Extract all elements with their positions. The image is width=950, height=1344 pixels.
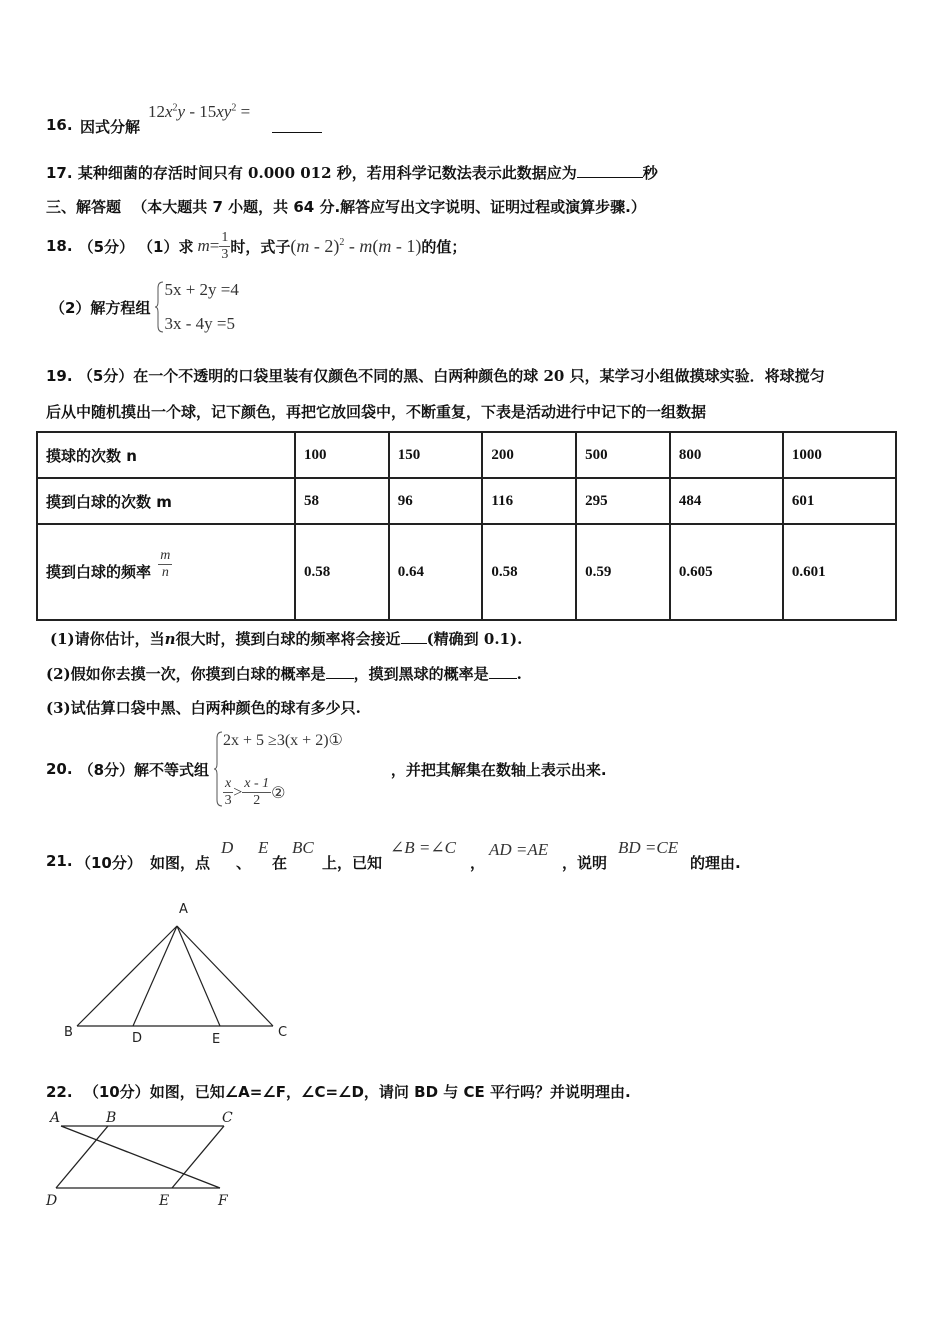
- question-label: 因式分解: [80, 118, 141, 136]
- triangle-figure: [60, 896, 300, 1048]
- point-label-c: C: [278, 1025, 288, 1040]
- question-number: 18.: [46, 237, 73, 255]
- answer-blank[interactable]: [577, 163, 643, 178]
- section-heading: [46, 196, 646, 217]
- table-cell: 0.64: [389, 524, 483, 620]
- table-cell: 0.59: [576, 524, 670, 620]
- m-value: m = $\frac{1}{3}$: [197, 229, 229, 262]
- table-cell: 484: [670, 478, 783, 524]
- answer-blank-white[interactable]: [326, 664, 354, 679]
- table-cell: 0.601: [783, 524, 896, 620]
- fraction: $\frac{1}{3}$: [221, 229, 229, 262]
- point-label-b: B: [64, 1025, 73, 1040]
- inequality-1: 2x + 5 ≥3(x + 2)①: [223, 732, 343, 749]
- question-17: 17. 某种细菌的存活时间只有 0.000 012 秒，若用科学记数法表示此数据应为 秒: [46, 164, 658, 182]
- question-points: （10分）: [76, 854, 142, 872]
- question-number: 21.: [46, 852, 73, 870]
- table-cell: 150: [389, 432, 483, 478]
- table-cell: 0.58: [295, 524, 389, 620]
- equation-system: [154, 280, 238, 334]
- left-brace-icon: [154, 280, 164, 334]
- point-label-e: E: [159, 1193, 170, 1209]
- row-header: 摸到白球的次数 m: [37, 478, 295, 524]
- table-cell: 100: [295, 432, 389, 478]
- question-text: 如图，已知∠A=∠F，∠C=∠D，请问 BD 与 CE 平行吗？并说明理由.: [149, 1083, 631, 1101]
- question-19-line-2: 后从中随机摸出一个球，记下颜色，再把它放回袋中，不断重复，下表是活动进行中记下的一组数据: [46, 403, 707, 421]
- frequency-table: [36, 431, 897, 621]
- question-number: 19.: [46, 367, 73, 385]
- question-19-sub-2: (2)假如你去摸一次，你摸到白球的概率是 ，摸到黑球的概率是 .: [46, 665, 522, 683]
- point-label-d: D: [132, 1031, 143, 1046]
- question-number: 22.: [46, 1083, 73, 1101]
- point-label-f: F: [218, 1193, 228, 1209]
- question-text: 某种细菌的存活时间只有 0.000 012 秒，若用科学记数法表示此数据应为: [77, 164, 577, 182]
- table-cell: 200: [482, 432, 576, 478]
- factor-expression: $12x^2y - 15xy^2$ =: [148, 102, 251, 121]
- question-18-part-1: 18. （5分） （1）求 m = $\frac{1}{3}$ 时，式子 (m - 2)$^2$ - m(m - 1) 的值；: [46, 229, 467, 262]
- question-number: 17.: [46, 164, 73, 182]
- equation-2: 3x - 4y =5: [164, 314, 235, 333]
- row-header: 摸到白球的频率 $\frac{m}{n}$: [37, 524, 295, 620]
- parallel-lines-figure: [40, 1106, 245, 1210]
- question-points: （10分）: [83, 1083, 150, 1101]
- table-cell: 0.605: [670, 524, 783, 620]
- answer-blank-black[interactable]: [489, 664, 517, 679]
- point-label-d: D: [46, 1193, 58, 1209]
- table-row: [37, 478, 896, 524]
- table-cell: 1000: [783, 432, 896, 478]
- question-19-sub-1: (1)请你估计，当n很大时，摸到白球的频率将会接近 (精确到 0.1).: [50, 630, 523, 648]
- question-20: 20. （8分） 解不等式组 2x + 5 ≥3(x + 2)① $\frac{x}{3}$ > $\frac{x - 1}{2}$ ② ，并把其解集在数轴上表示出来.: [46, 732, 607, 808]
- equation-1: 5x + 2y =4: [164, 280, 239, 299]
- answer-blank[interactable]: [272, 116, 322, 133]
- table-cell: 116: [482, 478, 576, 524]
- table-row: [37, 432, 896, 478]
- question-number: 20.: [46, 760, 73, 778]
- expression: (m - 2)$^2$ - m(m - 1): [290, 235, 422, 256]
- section-title: 三、解答题: [46, 198, 122, 216]
- left-brace-icon: [213, 730, 223, 808]
- inequality-system: [213, 730, 343, 808]
- point-label-e: E: [212, 1032, 221, 1047]
- point-label-a: A: [179, 902, 188, 917]
- question-22: [46, 1081, 631, 1102]
- question-points: （5分）: [77, 367, 134, 385]
- question-18-part-2: （2）解方程组 5x + 2y =4 3x - 4y =5: [50, 280, 239, 333]
- table-cell: 58: [295, 478, 389, 524]
- table-cell: 800: [670, 432, 783, 478]
- question-number: 16.: [46, 116, 73, 134]
- table-cell: 96: [389, 478, 483, 524]
- table-cell: 295: [576, 478, 670, 524]
- answer-blank[interactable]: [401, 629, 427, 644]
- question-19-sub-3: (3)试估算口袋中黑、白两种颜色的球有多少只.: [46, 699, 361, 717]
- m-over-n-fraction: $\frac{m}{n}$: [160, 547, 171, 580]
- point-label-b: B: [106, 1110, 117, 1126]
- question-19-line-1: 19. （5分）在一个不透明的口袋里装有仅颜色不同的黑、白两种颜色的球 20 只，某学习小组做摸球实验．将球搅匀: [46, 367, 825, 385]
- question-points: （8分）: [78, 760, 135, 779]
- point-label-a: A: [50, 1110, 61, 1126]
- table-row: [37, 524, 896, 620]
- point-label-c: C: [222, 1110, 233, 1126]
- section-note: （本大题共 7 小题，共 64 分.解答应写出文字说明、证明过程或演算步骤.）: [132, 198, 646, 216]
- question-points: （5分）: [78, 237, 135, 256]
- row-header: 摸球的次数 n: [37, 432, 295, 478]
- table-cell: 0.58: [482, 524, 576, 620]
- table-cell: 500: [576, 432, 670, 478]
- table-cell: 601: [783, 478, 896, 524]
- inequality-2: $\frac{x}{3}$ > $\frac{x - 1}{2}$ ②: [224, 776, 286, 808]
